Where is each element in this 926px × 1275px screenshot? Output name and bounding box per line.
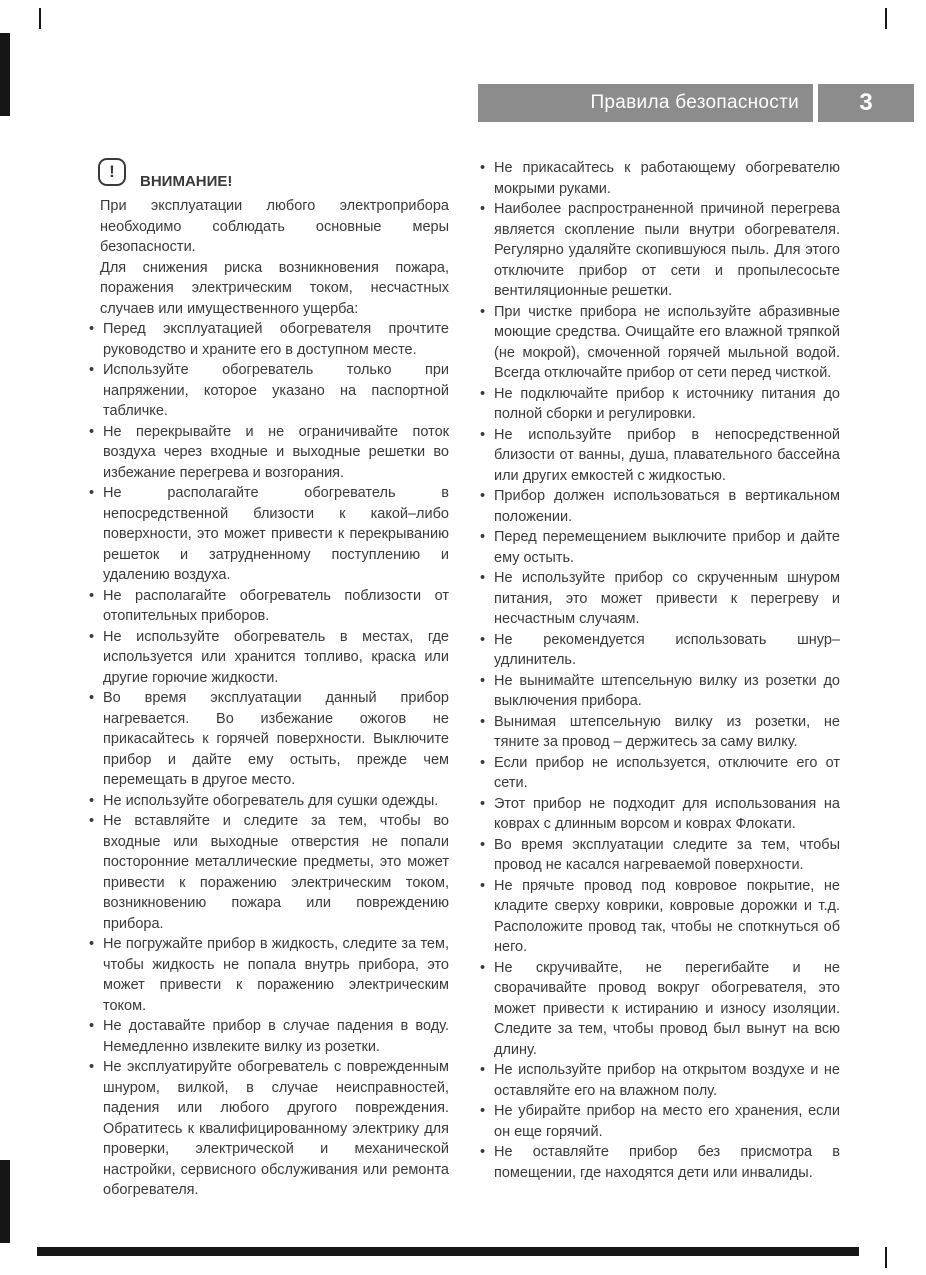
list-item: • Не используйте прибор на открытом воздухе и не оставляйте его на влажном полу. xyxy=(479,1060,840,1101)
page-title: Правила безопасности xyxy=(590,92,799,113)
warning-header xyxy=(88,158,449,194)
safety-list-right xyxy=(479,158,840,1183)
crop-mark-top-left xyxy=(39,8,41,29)
page-number: 3 xyxy=(859,89,873,116)
list-item: • Этот прибор не подходит для использования на коврах с длинным ворсом и коврах Флокати. xyxy=(479,794,840,835)
crop-mark-top-right xyxy=(885,8,887,29)
warning-title: ВНИМАНИЕ! xyxy=(140,173,233,190)
list-item: • Прибор должен использоваться в вертикальном положении. xyxy=(479,486,840,527)
warning-icon-glyph: ! xyxy=(109,161,115,181)
list-item: • Не погружайте прибор в жидкость, следите за тем, чтобы жидкость не попала внутрь прибора, это может привести к поражению электрическим током. xyxy=(88,934,449,1016)
list-item: • Если прибор не используется, отключите его от сети. xyxy=(479,753,840,794)
warning-exclamation-icon xyxy=(98,158,126,186)
list-item: • Не вынимайте штепсельную вилку из розетки до выключения прибора. xyxy=(479,671,840,712)
page-number-box xyxy=(818,84,914,122)
list-item: • Не вставляйте и следите за тем, чтобы во входные или выходные отверстия не попали посторонние металлические предметы, это может привести к поражению электрическим током, возникновению пожара или повреждению прибора. xyxy=(88,811,449,934)
list-item: • Во время эксплуатации данный прибор нагревается. Во избежание ожогов не прикасайтесь к горячей поверхности. Выключите прибор и дайте ему остыть, прежде чем перемещать в другое место. xyxy=(88,688,449,791)
list-item: • Не используйте обогреватель в местах, где используется или хранится топливо, краска или другие горючие жидкости. xyxy=(88,627,449,689)
crop-mark-bottom-right xyxy=(885,1247,887,1268)
list-item: • Не подключайте прибор к источнику питания до полной сборки и регулировки. xyxy=(479,384,840,425)
list-item: • Наиболее распространенной причиной перегрева является скопление пыли внутри обогревателя. Регулярно удаляйте скопившуюся пыль. Для этого отключите прибор от сети и пропылесосьте вентиляционные решетки. xyxy=(479,199,840,302)
list-item: • Не перекрывайте и не ограничивайте поток воздуха через входные и выходные решетки во избежание перегрева и возгорания. xyxy=(88,422,449,484)
list-item: • Не прячьте провод под ковровое покрытие, не кладите сверху коврики, ковровые дорожки и т.д. Расположите провод так, чтобы не споткнуться об него. xyxy=(479,876,840,958)
list-item: • Не используйте прибор в непосредственной близости от ванны, душа, плавательного бассейна или других емкостей с жидкостью. xyxy=(479,425,840,487)
safety-list-left xyxy=(88,319,449,1201)
page-header xyxy=(478,84,914,122)
content-columns xyxy=(88,158,840,1201)
list-item: • Перед перемещением выключите прибор и дайте ему остыть. xyxy=(479,527,840,568)
list-item: • Во время эксплуатации следите за тем, чтобы провод не касался нагреваемой поверхности. xyxy=(479,835,840,876)
list-item: • Не рекомендуется использовать шнур–удлинитель. xyxy=(479,630,840,671)
bleed-bar-left-bottom xyxy=(0,1160,10,1243)
right-column xyxy=(479,158,840,1201)
list-item: • Не используйте обогреватель для сушки одежды. xyxy=(88,791,449,812)
list-item: • Перед эксплуатацией обогревателя прочтите руководство и храните его в доступном месте. xyxy=(88,319,449,360)
list-item: • Не используйте прибор со скрученным шнуром питания, это может привести к перегреву и несчастным случаям. xyxy=(479,568,840,630)
intro-paragraph: Для снижения риска возникновения пожара, поражения электрическим током, несчастных случаев или имущественного ущерба: xyxy=(100,259,449,317)
bleed-bar-left-top xyxy=(0,33,10,116)
list-item: • Не оставляйте прибор без присмотра в помещении, где находятся дети или инвалиды. xyxy=(479,1142,840,1183)
list-item: • Вынимая штепсельную вилку из розетки, не тяните за провод – держитесь за саму вилку. xyxy=(479,712,840,753)
list-item: • При чистке прибора не используйте абразивные моющие средства. Очищайте его влажной тряпкой (не мокрой), смоченной горячей мыльной водой. Всегда отключайте прибор от сети перед чисткой. xyxy=(479,302,840,384)
bleed-bar-bottom xyxy=(37,1247,859,1256)
list-item: • Не эксплуатируйте обогреватель с поврежденным шнуром, вилкой, в случае неисправностей, падения или любого другого повреждения. Обратитесь к квалифицированному электрику для проверки, электрической и механической настройки, сервисного обслуживания или ремонта обогревателя. xyxy=(88,1057,449,1201)
header-title-bar xyxy=(478,84,813,122)
list-item: • Используйте обогреватель только при напряжении, которое указано на паспортной табличке. xyxy=(88,360,449,422)
list-item: • Не располагайте обогреватель поблизости от отопительных приборов. xyxy=(88,586,449,627)
list-item: • Не располагайте обогреватель в непосредственной близости к какой–либо поверхности, это может привести к перекрыванию решеток и затрудненному поступлению и удалению воздуха. xyxy=(88,483,449,586)
left-column xyxy=(88,158,449,1201)
list-item: • Не доставайте прибор в случае падения в воду. Немедленно извлеките вилку из розетки. xyxy=(88,1016,449,1057)
list-item: • Не прикасайтесь к работающему обогревателю мокрыми руками. xyxy=(479,158,840,199)
list-item: • Не убирайте прибор на место его хранения, если он еще горячий. xyxy=(479,1101,840,1142)
list-item: • Не скручивайте, не перегибайте и не сворачивайте провод вокруг обогревателя, это может привести к истиранию и износу изоляции. Следите за тем, чтобы провод был вынут на всю длину. xyxy=(479,958,840,1061)
intro-paragraph: При эксплуатации любого электроприбора необходимо соблюдать основные меры безопасности. xyxy=(100,198,449,255)
